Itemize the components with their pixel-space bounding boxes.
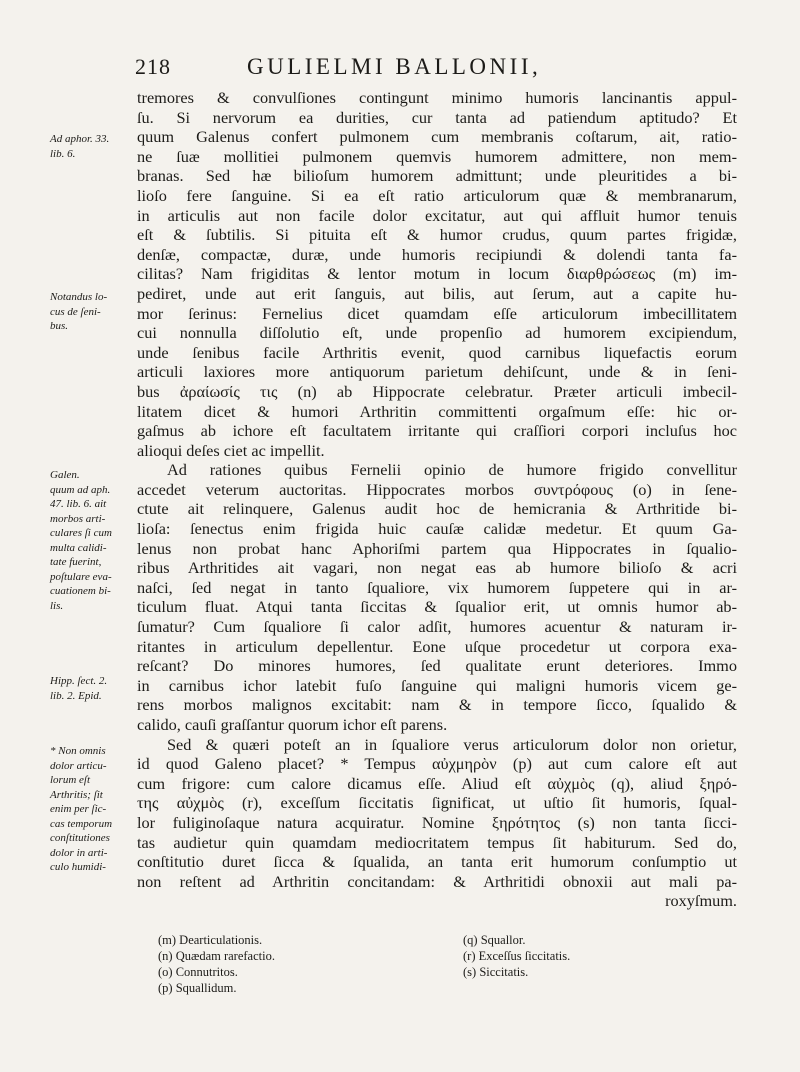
text-line: ſumatur? Cum ſqualiore ſi calor adſit, humores acuentur & naturam ir-: [137, 617, 737, 637]
footnotes-right-column: [463, 932, 570, 980]
main-text: [137, 88, 737, 911]
margin-note-line: dolor in arti-: [50, 846, 108, 859]
margin-note-line: dolor articu-: [50, 759, 107, 772]
margin-note-line: morbos arti-: [50, 512, 106, 525]
text-line: naſci, ſed negat in tanto ſqualiore, vix humorem ſuppetere qui in ar-: [137, 577, 737, 597]
text-line: in articulis aut non facile dolor excitatur, aut qui affluit humor tenuis: [137, 205, 737, 225]
text-line: unde ſenibus facile Arthritis evenit, quod carnibus liquefactis eorum: [137, 342, 737, 362]
text-line: gaſmus ab ichore eſt facultatem irritante qui craſſiori corpori incluſus hoc: [137, 421, 737, 441]
text-line: ritantes in articulum depellentur. Eone uſque procedetur ut corpora exa-: [137, 636, 737, 656]
text-line: mor ſerinus: Fernelius dicet quamdam eſſe articulorum imbecillitatem: [137, 303, 737, 323]
margin-note-line: cuationem bi-: [50, 585, 111, 597]
margin-note-line: lis.: [50, 599, 64, 612]
margin-note-aphorism: [50, 132, 132, 161]
margin-note-non-omnis: [50, 744, 132, 875]
margin-note-line: cas temporum: [50, 817, 113, 830]
text-line: articuli laxiores more antiquorum parietum dehiſcunt, unde & in ſeni-: [137, 362, 737, 382]
text-line: conſtitutio duret ſicca & ſqualida, an tanta erit humorum conſumptio ut: [137, 852, 737, 872]
text-line: ctute ait relinquere, Galenus audit hoc de hemicrania & Arthritide bi-: [137, 499, 737, 519]
margin-note-line: culares ſi cum: [50, 527, 112, 539]
margin-note-hippocrates: [50, 674, 132, 703]
footnote: (o) Connutritos.: [158, 965, 238, 979]
text-line: id quod Galeno placet? * Tempus αὐχμηρὸν (p) aut cum calore eſt aut: [137, 754, 737, 774]
margin-note-line: culo humidi-: [50, 861, 106, 873]
margin-note-line: Ad aphor. 33.: [50, 133, 110, 145]
text-line: alioqui deſes ciet ac impellit.: [137, 440, 325, 460]
text-line: rens morbos malignos excitabit: nam & in tempore ſicco, ſqualido &: [137, 695, 737, 715]
page-header: [135, 50, 735, 84]
margin-note-line: quum ad aph.: [50, 483, 111, 496]
text-line: quum Galenus confert pulmonem cum membranis coſtarum, ait, ratio-: [137, 127, 737, 147]
text-line: in carnibus ichor latebit fuſo ſanguine qui maligni humoris vicem ge-: [137, 675, 737, 695]
text-line: denſæ, compactæ, duræ, unde humoris recipiundi & dolendi tanta fa-: [137, 244, 737, 264]
margin-note-line: Galen.: [50, 469, 80, 481]
text-line: cum frigore: cum calore dicamus eſſe. Aliud eſt αὐχμὸς (q), aliud ξηρό-: [137, 773, 737, 793]
margin-note-line: Hipp. ſect. 2.: [50, 675, 108, 687]
text-line: non reſtent ad Arthritin concitandam: & Arthritidi obnoxii aut mali pa-: [137, 871, 737, 891]
text-line: lioſa: ſenectus enim frigida huic cauſæ calidæ medetur. Et quum Ga-: [137, 519, 737, 539]
margin-note-line: Notandus lo-: [50, 291, 108, 303]
margin-note-line: poſtulare eva-: [50, 570, 112, 583]
page-number: 218: [135, 54, 171, 79]
text-line: accedet veterum auctoritas. Hippocrates morbos συντρόφους (o) in ſene-: [137, 479, 737, 499]
text-line: της αὐχμὸς (r), exceſſum ſiccitatis ſignificat, ut uſtio ſit humoris, ſqual-: [137, 793, 737, 813]
footnotes: [158, 932, 718, 998]
text-line: ticulum fluat. Atqui tanta ſiccitas & ſqualior erit, ut omnis humor ab-: [137, 597, 737, 617]
text-line: bus ἀραίωσίς τις (n) ab Hippocrate celebratur. Præter articuli imbecil-: [137, 381, 737, 401]
footnote: (m) Dearticulationis.: [158, 933, 263, 947]
margin-note-line: bus.: [50, 320, 69, 332]
text-line: branas. Sed hæ bilioſum humorem admittunt; unde pleuritides a bi-: [137, 166, 737, 186]
footnote: (p) Squallidum.: [158, 981, 237, 995]
text-line: eſt & ſubtilis. Si pituita eſt & humor crudus, quum partes frigidæ,: [137, 225, 737, 245]
margin-note-line: lorum eſt: [50, 774, 91, 786]
margin-note-line: * Non omnis: [50, 745, 106, 757]
text-line: ribus Arthritides ait vagari, non negat eas ab humore bilioſo & acri: [137, 558, 737, 578]
margin-note-line: enim per ſic-: [50, 803, 107, 815]
text-line: cui nonnulla diſſolutio eſt, unde propenſio ad humorem excipiendum,: [137, 323, 737, 343]
margin-note-line: tate fuerint,: [50, 556, 102, 568]
text-line: tremores & convulſiones contingunt minimo humoris lancinantis appul-: [137, 88, 737, 107]
text-line: Sed & quæri poteſt an in ſqualiore verus articulorum dolor non orietur,: [167, 734, 737, 754]
text-line: reſcant? Do minores humores, ſed qualitate erunt deteriores. Immo: [137, 656, 737, 676]
margin-note-line: lib. 6.: [50, 147, 76, 160]
text-line: roxyſmum.: [665, 891, 737, 911]
text-line: pediret, unde aut erit ſanguis, aut bilis, aut ſerum, aut a capite hu-: [137, 283, 737, 303]
margin-note-line: Arthritis; ſit: [50, 788, 103, 801]
text-line: calido, cauſi graſſantur quorum ichor eſt parens.: [137, 715, 448, 734]
text-line: lioſo fere ſanguine. Si ea eſt ratio articulorum quæ & membranarum,: [137, 185, 737, 205]
text-line: ſu. Si nervorum ea durities, cur tanta ad patiendum aptitudo? Et: [137, 107, 737, 127]
margin-note-line: lib. 2. Epid.: [50, 689, 102, 702]
footnote: (q) Squallor.: [463, 933, 526, 947]
margin-note-line: multa calidi-: [50, 541, 107, 554]
text-line: Ad rationes quibus Fernelii opinio de humore frigido convellitur: [167, 460, 737, 480]
margin-note-line: cus de ſeni-: [50, 305, 101, 318]
margin-note-line: 47. lib. 6. ait: [50, 498, 107, 510]
footnote: (n) Quædam rarefactio.: [158, 949, 275, 963]
text-line: ne ſuæ mollitiei pulmonem quemvis humorem admittere, non mem-: [137, 146, 737, 166]
text-line: cilitas? Nam frigiditas & lentor motum in locum διαρθρώσεως (m) im-: [137, 264, 737, 284]
margin-note-line: conſtitutiones: [50, 832, 110, 844]
running-head: GULIELMI BALLONII,: [247, 54, 542, 79]
text-line: lor fuliginoſaque natura acquiratur. Nomine ξηρότητος (s) non tanta ſicci-: [137, 812, 737, 832]
text-line: tas audietur quin quamdam mediocritatem tempus ſit habiturum. Sed do,: [137, 832, 737, 852]
margin-note-galen: [50, 468, 132, 613]
text-line: litatem dicet & humori Arthritin committenti orgaſmum eſſe: hic or-: [137, 401, 737, 421]
margin-note-seniors: [50, 290, 132, 334]
footnote: (s) Siccitatis.: [463, 965, 529, 979]
footnote: (r) Exceſſus ſiccitatis.: [463, 949, 571, 963]
text-line: lenus non probat hanc Aphoriſmi partem qua Hippocrates in ſqualio-: [137, 538, 737, 558]
footnotes-left-column: [158, 932, 275, 996]
